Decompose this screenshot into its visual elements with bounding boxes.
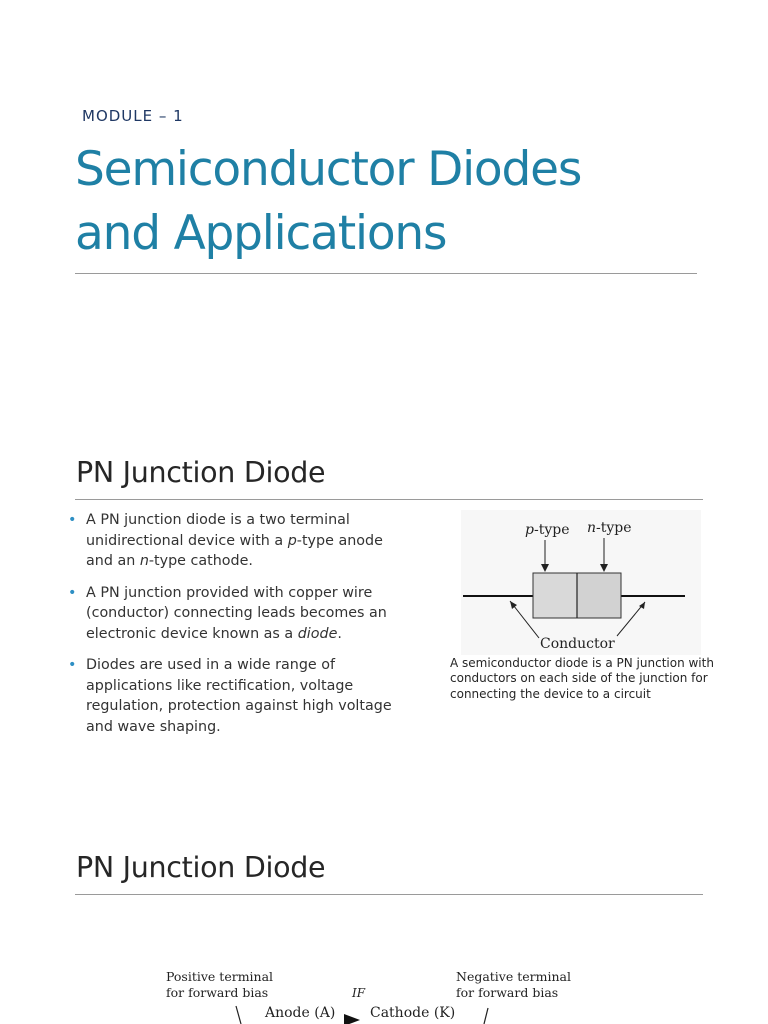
section-heading: PN Junction Diode (76, 456, 326, 489)
n-type-label: n-type (587, 520, 632, 536)
section-heading: PN Junction Diode (76, 851, 326, 884)
bullet-item: • Diodes are used in a wide range of applications like rectification, voltage regulation, protection against high voltage and wave shaping. (68, 657, 392, 735)
negative-pointer (484, 1008, 488, 1024)
p-type-label: p-type (525, 522, 570, 538)
anode-label: Anode (A) (265, 1005, 336, 1021)
bullet-list (68, 510, 398, 748)
conductor-label: Conductor (540, 636, 615, 652)
positive-terminal-line-1: Positive terminal (166, 969, 274, 984)
bullet-item: • A PN junction provided with copper wire (conductor) connecting leads becomes an electronic device known as a diode. (68, 584, 387, 642)
main-title-line-2: and Applications (75, 206, 447, 261)
main-title-line-1: Semiconductor Diodes (75, 142, 582, 197)
bullet-item: • A PN junction diode is a two terminal unidirectional device with a p-type anode and an n-type cathode. (68, 512, 383, 569)
cathode-label: Cathode (K) (370, 1005, 456, 1021)
pn-junction-slide (0, 445, 768, 805)
module-label: MODULE – 1 (82, 107, 184, 125)
pn-junction-diagram (455, 510, 705, 655)
n-region (577, 573, 621, 618)
bullet-dot-icon: • (68, 657, 77, 673)
negative-terminal-line-1: Negative terminal (456, 969, 571, 984)
bullet-dot-icon: • (68, 584, 77, 601)
positive-pointer (236, 1006, 241, 1024)
title-divider (75, 273, 697, 274)
title-slide (0, 0, 768, 290)
positive-terminal-line-2: for forward bias (166, 985, 269, 1000)
pn-junction-slide-2 (0, 840, 768, 1024)
heading-divider (75, 499, 703, 500)
figure-caption: A semiconductor diode is a PN junction with conductors on each side of the junction for connecting the device to a circuit (450, 656, 714, 701)
diode-arrow-icon (344, 1014, 360, 1024)
current-label: IF (352, 986, 366, 1000)
bullet-dot-icon: • (68, 512, 77, 528)
p-region (533, 573, 577, 618)
pn-junction-figure (455, 510, 705, 655)
negative-terminal-line-2: for forward bias (456, 985, 559, 1000)
diode-symbol-figure (0, 840, 768, 1024)
main-title (75, 138, 581, 266)
